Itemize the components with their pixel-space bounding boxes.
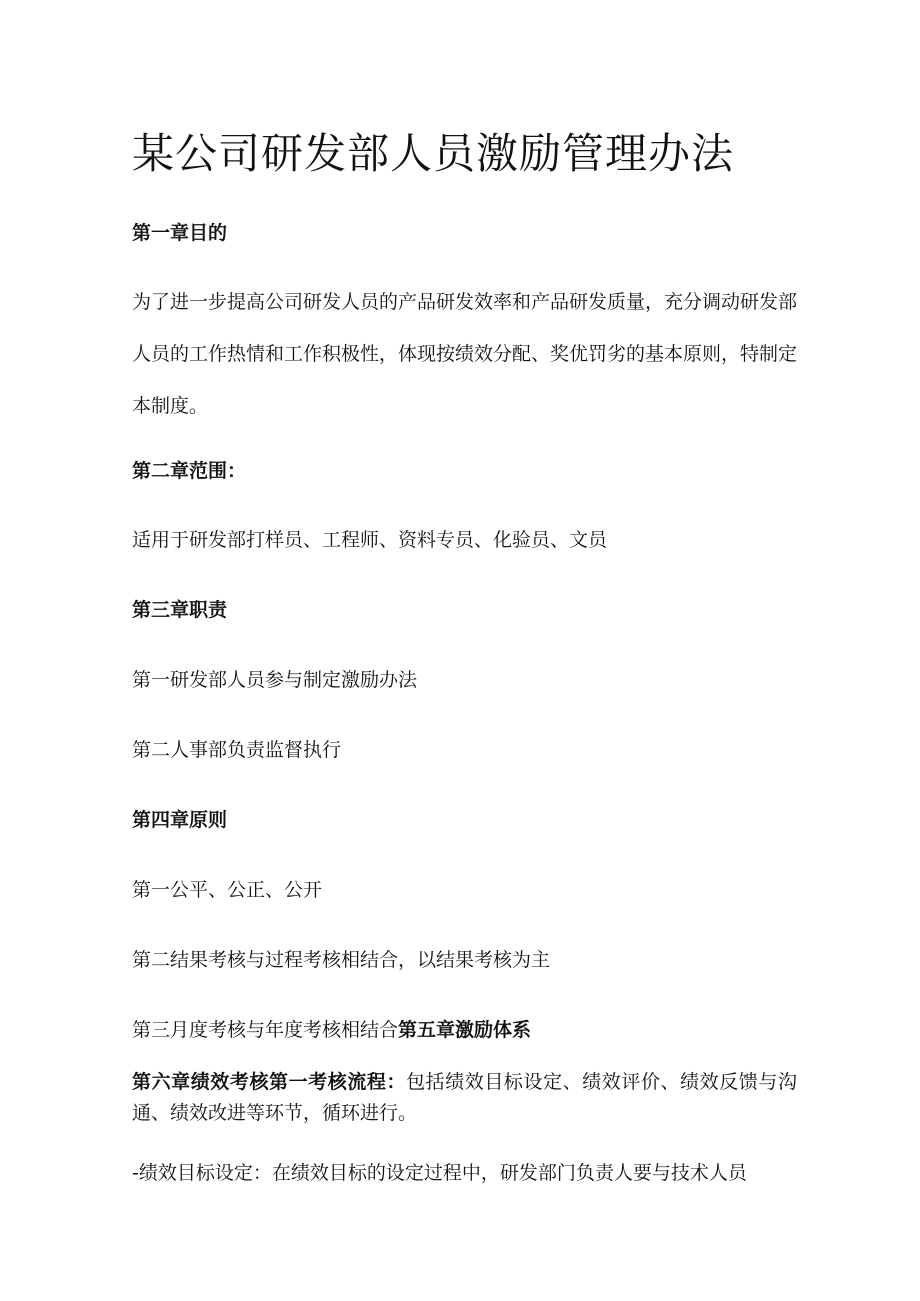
chapter-2-heading: 第二章范围： bbox=[132, 460, 247, 482]
chapter-4-heading: 第四章原则 bbox=[132, 809, 228, 831]
chapter-4-item-2: 第二结果考核与过程考核相结合，以结果考核为主 bbox=[132, 949, 551, 971]
chapter-5-heading: 第五章激励体系 bbox=[398, 1019, 532, 1041]
chapter-1-body: 为了进一步提高公司研发人员的产品研发效率和产品研发质量，充分调动研发部人员的工作热情和工作积极性，体现按绩效分配、奖优罚劣的基本原则，特制定本制度。 bbox=[132, 291, 798, 417]
chapter-3-item-2: 第二人事部负责监督执行 bbox=[132, 739, 342, 761]
goal-setting-line: -绩效目标设定：在绩效目标的设定过程中，研发部门负责人要与技术人员 bbox=[132, 1162, 747, 1184]
document-title: 某公司研发部人员激励管理办法 bbox=[132, 129, 735, 178]
chapter-6-sub-heading: 第一考核流程： bbox=[269, 1071, 407, 1093]
chapter-3-heading: 第三章职责 bbox=[132, 599, 228, 621]
chapter-2-body: 适用于研发部打样员、工程师、资料专员、化验员、文员 bbox=[132, 529, 608, 551]
chapter-6-heading: 第六章绩效考核 bbox=[132, 1071, 270, 1093]
chapter-3-item-1: 第一研发部人员参与制定激励办法 bbox=[132, 669, 418, 691]
chapter-1-heading: 第一章目的 bbox=[132, 222, 228, 244]
chapter-4-item-3: 第三月度考核与年度考核相结合 bbox=[132, 1019, 399, 1041]
chapter-4-item-3-line bbox=[132, 1016, 797, 1044]
chapter-6-paragraph bbox=[132, 1067, 797, 1129]
chapter-4-item-1: 第一公平、公正、公开 bbox=[132, 879, 323, 901]
chapter-6-sub-body: 包括绩效目标设定、绩效评价、绩效反馈与沟通、绩效改进等环节，循环进行。 bbox=[132, 1071, 797, 1124]
